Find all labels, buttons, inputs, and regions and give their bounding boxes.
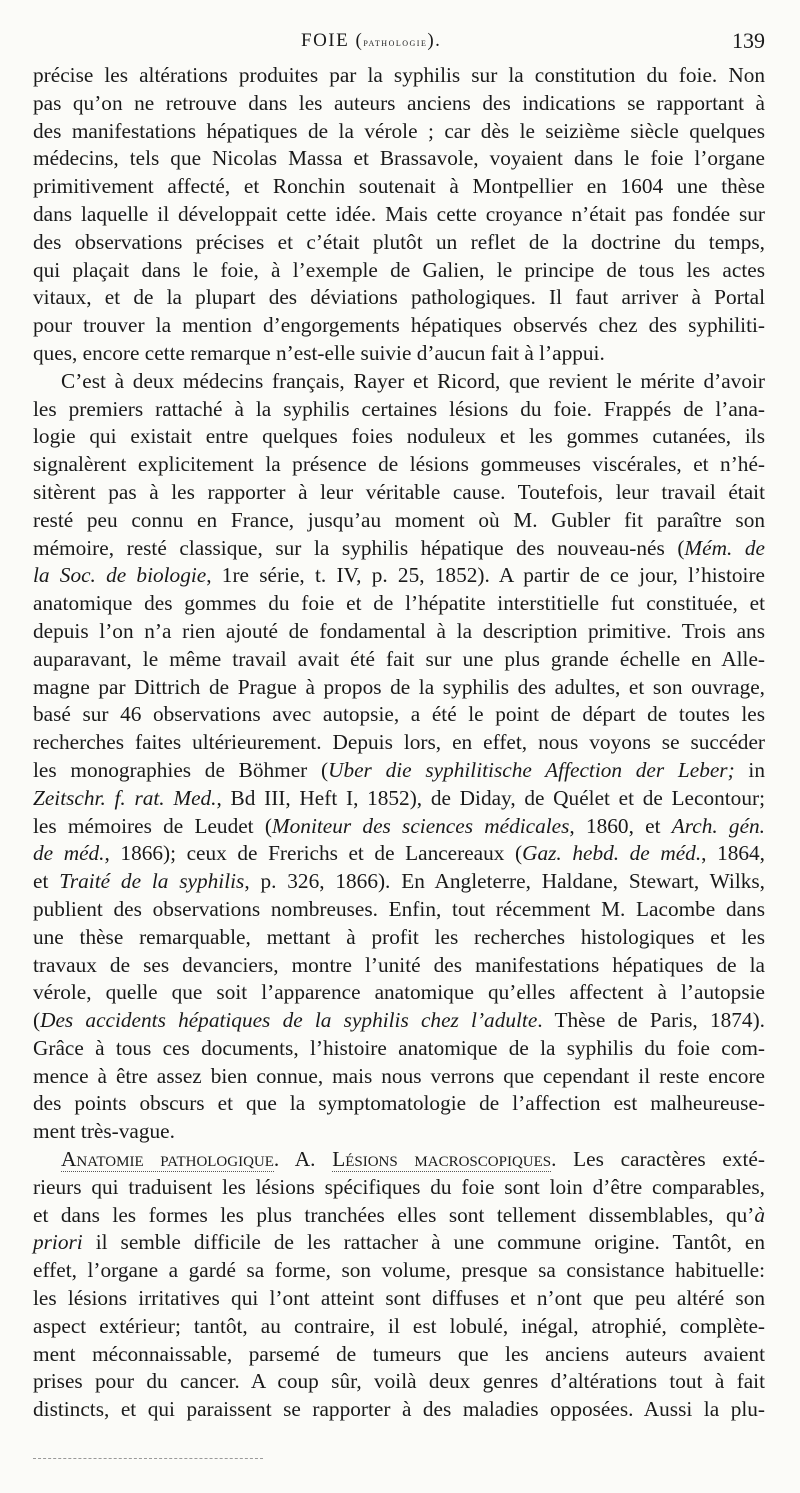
text-line: qui plaçait dans le foie, à l’exemple de Galien, le principe de tous les actes <box>33 257 765 282</box>
text-line: logie qui existait entre quelques foies noduleux et les gommes cutanées, ils <box>33 424 765 449</box>
text-line: Anatomie pathologique. A. Lésions macroscopiques. Les caractères exté- <box>61 1147 765 1172</box>
page-number: 139 <box>732 28 765 53</box>
text-line: médecins, tels que Nicolas Massa et Brassavole, voyaient dans le foie l’organe <box>33 146 765 171</box>
text-line: auparavant, le même travail avait été fait sur une plus grande échelle en Alle- <box>33 646 765 671</box>
citation: Uber die syphilitische Affection der Leber; <box>328 757 735 782</box>
text-line: mence à être assez bien connue, mais nous verrons que cependant il reste encore <box>33 1063 765 1088</box>
text-line: dans laquelle il développait cette idée. Mais cette croyance n’était pas fondée sur <box>33 201 765 226</box>
text-line: la Soc. de biologie, 1re série, t. IV, p. 25, 1852). A partir de ce jour, l’histoire <box>33 563 765 588</box>
paragraph-1 <box>33 62 765 368</box>
running-head: FOIE (pathologie). <box>301 30 442 51</box>
text-line: prises pour du cancer. A coup sûr, voilà deux genres d’altérations tout à fait <box>33 1369 765 1394</box>
text-line: les mémoires de Leudet (Moniteur des sciences médicales, 1860, et Arch. gén. <box>33 813 765 838</box>
text-line: vérole, quelle que soit l’apparence anatomique qu’elles affectent à l’autopsie <box>33 980 765 1005</box>
text-line: des manifestations hépatiques de la vérole ; car dès le seizième siècle quelques <box>33 118 765 143</box>
text-line: Grâce à tous ces documents, l’histoire anatomique de la syphilis du foie com- <box>33 1035 765 1060</box>
citation: Des accidents hépatiques de la syphilis chez l’adulte <box>40 1008 538 1033</box>
citation: Zeitschr. f. rat. Med. <box>33 785 217 810</box>
body-text <box>33 62 765 1424</box>
book-page <box>33 28 765 1424</box>
text-line: basé sur 46 observations avec autopsie, a été le point de départ de toutes les <box>33 702 765 727</box>
footer-rule <box>33 1458 263 1459</box>
text-line: travaux de ses devanciers, montre l’unité des manifestations hépatiques de la <box>33 952 765 977</box>
text-line: les monographies de Böhmer (Uber die syphilitische Affection der Leber; in <box>33 757 765 782</box>
text-line: recherches faites ultérieurement. Depuis lors, en effet, nous voyons se succéder <box>33 730 765 755</box>
subsection-heading: Lésions macroscopiques <box>332 1147 552 1172</box>
text-line: les lésions irritatives qui l’ont atteint sont diffuses et n’ont que peu altéré son <box>33 1286 765 1311</box>
citation: Traité de la syphilis <box>59 869 245 894</box>
text-line: des points obscurs et que la symptomatologie de l’affection est malheureuse- <box>33 1091 765 1116</box>
text-line: ment méconnaissable, parsemé de tumeurs que les anciens auteurs avaient <box>33 1341 765 1366</box>
text-line: pas qu’on ne retrouve dans les auteurs anciens des indications se rapportant à <box>33 90 765 115</box>
text-line: ques, encore cette remarque n’est-elle suivie d’aucun fait à l’appui. <box>33 340 605 365</box>
text-line: anatomique des gommes du foie et de l’hépatite interstitielle fut constituée, et <box>33 591 765 616</box>
text-line: sitèrent pas à les rapporter à leur véritable cause. Toutefois, leur travail était <box>33 479 765 504</box>
text-line: mémoire, resté classique, sur la syphilis hépatique des nouveau-nés (Mém. de <box>33 535 766 560</box>
text-line: et Traité de la syphilis, p. 326, 1866). En Angleterre, Haldane, Stewart, Wilks, <box>33 869 765 894</box>
text-line: priori il semble difficile de les rattacher à une commune origine. Tantôt, en <box>33 1230 765 1255</box>
text-line: et dans les formes les plus tranchées elles sont tellement dissemblables, qu’à <box>33 1202 765 1227</box>
page-header <box>33 28 765 56</box>
text-line: depuis l’on n’a rien ajouté de fondamental à la description primitive. Trois ans <box>33 618 765 643</box>
text-line: resté peu connu en France, jusqu’au moment où M. Gubler fit paraître son <box>33 507 765 532</box>
text-line: effet, l’organe a gardé sa forme, son volume, presque sa consistance habituelle: <box>33 1258 765 1283</box>
text-line: les premiers rattaché à la syphilis certaines lésions du foie. Frappés de l’ana- <box>33 396 765 421</box>
paragraph-3 <box>33 1146 765 1424</box>
text-line: primitivement affecté, et Ronchin soutenait à Montpellier en 1604 une thèse <box>33 174 765 199</box>
text-line: aspect extérieur; tantôt, au contraire, il est lobulé, inégal, atrophié, complète- <box>33 1313 765 1338</box>
text-line: (Des accidents hépatiques de la syphilis chez l’adulte. Thèse de Paris, 1874). <box>33 1008 765 1033</box>
text-line: Zeitschr. f. rat. Med., Bd III, Heft I, 1852), de Diday, de Quélet et de Lecontour; <box>33 785 765 810</box>
section-heading: Anatomie pathologique <box>61 1147 274 1172</box>
text-line: distincts, et qui paraissent se rapporter à des maladies opposées. Aussi la plu- <box>33 1397 765 1422</box>
text-line: publient des observations nombreuses. Enfin, tout récemment M. Lacombe dans <box>33 896 765 921</box>
text-line: pour trouver la mention d’engorgements hépatiques observés chez des syphiliti- <box>33 313 765 338</box>
text-line: précise les altérations produites par la syphilis sur la constitution du foie. Non <box>33 63 765 87</box>
text-line: de méd., 1866); ceux de Frerichs et de Lancereaux (Gaz. hebd. de méd., 1864, <box>33 841 765 866</box>
text-line: des observations précises et c’était plutôt un reflet de la doctrine du temps, <box>33 229 765 254</box>
text-line: une thèse remarquable, mettant à profit les recherches histologiques et les <box>33 924 765 949</box>
text-line: C’est à deux médecins français, Rayer et Ricord, que revient le mérite d’avoir <box>61 368 765 393</box>
text-line: rieurs qui traduisent les lésions spécifiques du foie sont loin d’être comparables, <box>33 1174 765 1199</box>
citation: Mém. de <box>684 535 766 560</box>
citation: Gaz. hebd. de méd. <box>522 841 702 866</box>
text-line: vitaux, et de la plupart des déviations pathologiques. Il faut arriver à Portal <box>33 285 765 310</box>
running-head-subtitle: pathologie <box>363 35 428 49</box>
citation: Arch. gén. <box>671 813 765 838</box>
text-line: ment très-vague. <box>33 1119 175 1144</box>
text-line: magne par Dittrich de Prague à propos de la syphilis des adultes, et son ouvrage, <box>33 674 765 699</box>
paragraph-2 <box>33 368 765 1146</box>
citation: Moniteur des sciences médicales <box>271 813 570 838</box>
citation: la Soc. de biologie <box>33 563 207 588</box>
text-line: signalèrent explicitement la présence de lésions gommeuses viscérales, et n’hé- <box>33 452 765 477</box>
citation: de méd. <box>33 841 105 866</box>
